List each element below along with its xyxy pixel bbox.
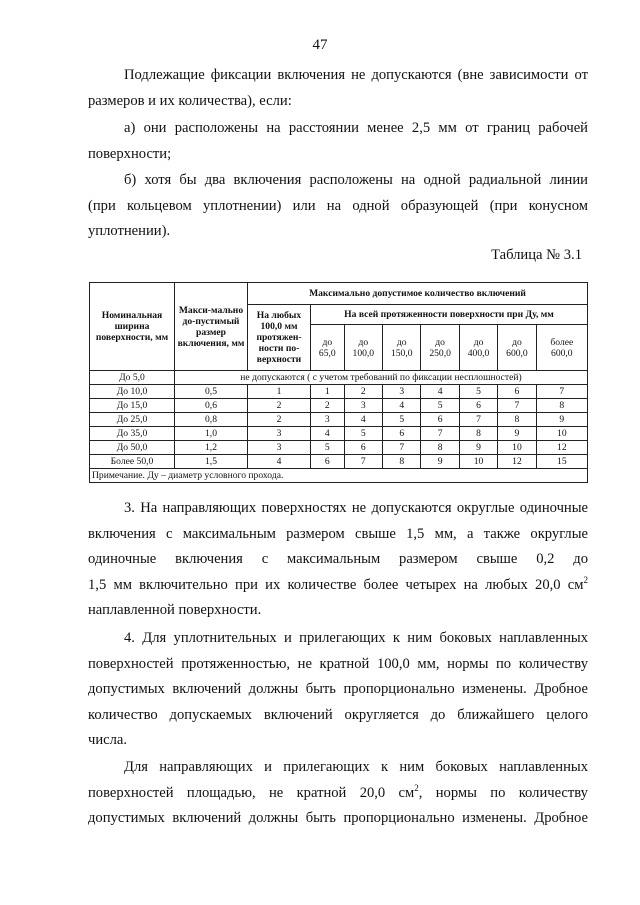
para4-line-1: 4. Для уплотнительных и прилегающих к ним боковых наплавленных (124, 630, 588, 646)
item-b-line-1: б) хотя бы два включения расположены на одной радиальной линии (124, 172, 588, 188)
cell-du: 3 (344, 399, 382, 413)
cell-du: 9 (536, 413, 587, 427)
cell-du: 1 (311, 385, 345, 399)
cell-width: До 50,0 (90, 441, 175, 455)
cell-size: 1,5 (175, 455, 248, 469)
cell-du: 4 (311, 427, 345, 441)
cell-du: 6 (421, 413, 459, 427)
table-footnote: Примечание. Ду – диаметр условного прохода. (90, 469, 588, 483)
paragraph-4 (88, 626, 588, 754)
header-max-count: Максимально допустимое количество включений (248, 283, 588, 305)
intro-line-2: размеров и их количества), если: (88, 92, 292, 109)
para3-line-5: наплавленной поверхности. (88, 602, 262, 619)
cell-any: 2 (248, 399, 311, 413)
table-row (90, 455, 588, 469)
header-du-65: до 65,0 (311, 325, 345, 371)
superscript: 2 (583, 574, 588, 585)
cell-du: 5 (459, 385, 497, 399)
cell-du: 5 (421, 399, 459, 413)
para4-line-3: допустимых включений должны быть пропорционально изменены. Дробное (88, 681, 588, 698)
header-du-100: до 100,0 (344, 325, 382, 371)
item-b-line-3: уплотнении). (88, 223, 171, 240)
cell-du: 15 (536, 455, 587, 469)
header-du-250: до 250,0 (421, 325, 459, 371)
cell-du: 7 (498, 399, 536, 413)
item-a-line-2: поверхности; (88, 145, 172, 162)
cell-du: 6 (383, 427, 421, 441)
intro-paragraph (88, 63, 588, 114)
para5-line-1: Для направляющих и прилегающих к ним боковых наплавленных (124, 759, 588, 775)
cell-du: 7 (459, 413, 497, 427)
para4-line-4: количество допускаемых включений округляется до ближайшего целого (88, 706, 588, 723)
para4-line-2: поверхностей протяженностью, не кратной 100,0 мм, нормы по количеству (88, 655, 588, 672)
cell-du: 7 (344, 455, 382, 469)
table-row (90, 441, 588, 455)
para3-line-2: включения с максимальным размером свыше 1,5 мм, а также округлые (88, 525, 588, 542)
cell-du: 8 (421, 441, 459, 455)
paragraph-5 (88, 755, 588, 832)
cell-du: 4 (421, 385, 459, 399)
cell-du: 10 (536, 427, 587, 441)
cell-du: 12 (498, 455, 536, 469)
cell-du: 10 (459, 455, 497, 469)
header-du-over-600: более 600,0 (536, 325, 587, 371)
cell-du: 7 (536, 385, 587, 399)
cell-width: До 5,0 (90, 371, 175, 385)
cell-size: 1,0 (175, 427, 248, 441)
cell-du: 5 (383, 413, 421, 427)
cell-du: 5 (344, 427, 382, 441)
cell-du: 6 (344, 441, 382, 455)
item-b-line-2: (при кольцевом уплотнении) или на одной образующей (при конусном (88, 197, 588, 214)
cell-size: 1,2 (175, 441, 248, 455)
table-caption: Таблица № 3.1 (491, 247, 582, 263)
cell-du: 8 (383, 455, 421, 469)
cell-du: 8 (459, 427, 497, 441)
para5-line-3: допустимых включений должны быть пропорционально изменены. Дробное (88, 810, 588, 827)
cell-any: 1 (248, 385, 311, 399)
cell-du: 4 (383, 399, 421, 413)
cell-size: 0,5 (175, 385, 248, 399)
para3-line-4 (88, 573, 588, 599)
cell-any: 3 (248, 427, 311, 441)
item-a-line-1: а) они расположены на расстоянии менее 2,5 мм от границ рабочей (124, 120, 588, 136)
page-number: 47 (312, 37, 328, 53)
cell-du: 8 (536, 399, 587, 413)
cell-du: 6 (498, 385, 536, 399)
cell-size: 0,6 (175, 399, 248, 413)
cell-du: 9 (498, 427, 536, 441)
cell-du: 5 (311, 441, 345, 455)
header-du-150: до 150,0 (383, 325, 421, 371)
para4-line-5: числа. (88, 732, 128, 749)
cell-du: 12 (536, 441, 587, 455)
cell-any: 3 (248, 441, 311, 455)
cell-du: 6 (459, 399, 497, 413)
cell-du: 2 (344, 385, 382, 399)
cell-width: До 15,0 (90, 399, 175, 413)
cell-du: 7 (421, 427, 459, 441)
header-size: Макси-мально до-пустимый размер включения, мм (175, 283, 248, 371)
cell-du: 10 (498, 441, 536, 455)
paragraph-3 (88, 496, 588, 624)
para5-line-2-b: , нормы по количеству (418, 784, 588, 801)
cell-width: До 35,0 (90, 427, 175, 441)
cell-du: 2 (311, 399, 345, 413)
header-du-400: до 400,0 (459, 325, 497, 371)
para5-line-2-a: поверхностей площадью, не кратной 20,0 см (88, 784, 415, 801)
para3-line-3: одиночные включения с максимальным размером свыше 0,2 до (88, 551, 588, 568)
inclusions-table (89, 282, 588, 483)
para3-line-4-text: 1,5 мм включительно при их количестве более четырех на любых 20,0 см (88, 576, 584, 593)
cell-size: 0,8 (175, 413, 248, 427)
item-a-paragraph (88, 116, 588, 167)
header-full-length: На всей протяженности поверхности при Ду, мм (311, 305, 588, 325)
cell-du: 4 (344, 413, 382, 427)
table-row (90, 427, 588, 441)
cell-width: До 25,0 (90, 413, 175, 427)
table-row (90, 399, 588, 413)
header-width: Номинальная ширина поверхности, мм (90, 283, 175, 371)
para5-line-2 (88, 781, 588, 807)
cell-du: 6 (311, 455, 345, 469)
superscript: 2 (414, 782, 419, 793)
item-b-paragraph (88, 168, 588, 245)
header-any-length: На любых 100,0 мм протяжен-ности по-верхности (248, 305, 311, 371)
intro-line-1: Подлежащие фиксации включения не допускаются (вне зависимости от (124, 67, 588, 83)
cell-du: 7 (383, 441, 421, 455)
cell-any: 2 (248, 413, 311, 427)
cell-any: 4 (248, 455, 311, 469)
table-row (90, 385, 588, 399)
cell-width: Более 50,0 (90, 455, 175, 469)
table-row (90, 413, 588, 427)
cell-du: 3 (383, 385, 421, 399)
cell-du: 9 (421, 455, 459, 469)
para3-line-1: 3. На направляющих поверхностях не допускаются округлые одиночные (124, 500, 588, 516)
cell-du: 8 (498, 413, 536, 427)
header-du-600: до 600,0 (498, 325, 536, 371)
cell-du: 3 (311, 413, 345, 427)
cell-width: До 10,0 (90, 385, 175, 399)
cell-du: 9 (459, 441, 497, 455)
cell-not-allowed: не допускаются ( с учетом требований по фиксации несплошностей) (175, 371, 588, 385)
